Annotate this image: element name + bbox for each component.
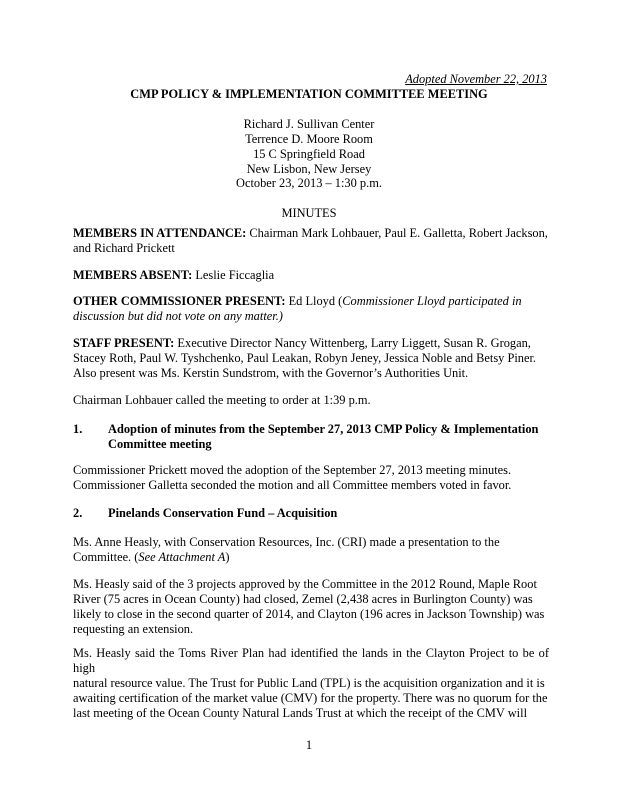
absent-label: MEMBERS ABSENT: — [73, 268, 193, 282]
s2-p3-line-4: last meeting of the Ocean County Natural Lands Trust at which the receipt of the CMV will — [73, 706, 528, 720]
section-1-para-line-1: Commissioner Prickett moved the adoption of the September 27, 2013 meeting minutes. — [73, 463, 512, 477]
s2-p3-line-2: natural resource value. The Trust for Public Land (TPL) is the acquisition organization and it is — [73, 676, 545, 690]
location-line-1: Richard J. Sullivan Center — [243, 117, 375, 131]
s2-p3-line-3: awaiting certification of the market value (CMV) for the property. There was no quorum for the — [73, 691, 548, 705]
s2-p2-line-3: likely to close in the second quarter of 2014, and Clayton (196 acres in Jackson Township) was — [73, 607, 545, 621]
section-2-paragraph-2 — [73, 577, 549, 637]
location-line-3: 15 C Springfield Road — [253, 147, 365, 161]
s2-p3-line-1: Ms. Heasly said the Toms River Plan had identified the lands in the Clayton Project to be of high — [73, 646, 549, 675]
section-2-paragraph-1 — [73, 535, 549, 565]
s2-p2-line-4: requesting an extension. — [73, 622, 194, 636]
section-1-para-line-2: Commissioner Galletta seconded the motion and all Committee members voted in favor. — [73, 478, 512, 492]
adopted-date: Adopted November 22, 2013 — [405, 72, 547, 86]
section-1-paragraph — [73, 463, 549, 493]
members-absent — [73, 268, 274, 283]
s2-p2-line-1: Ms. Heasly said of the 3 projects approved by the Committee in the 2012 Round, Maple Root — [73, 577, 537, 591]
s2-p1-line-2c: ) — [225, 550, 230, 564]
section-2-heading: Pinelands Conservation Fund – Acquisition — [108, 506, 338, 520]
absent-value: Leslie Ficcaglia — [192, 268, 275, 282]
members-attendance — [73, 226, 549, 256]
location-line-4: New Lisbon, New Jersey — [246, 162, 372, 176]
section-1-heading-line-1: Adoption of minutes from the September 27, 2013 CMP Policy & Implementation — [108, 422, 539, 436]
members-list-cont: and Richard Prickett — [73, 241, 175, 255]
other-note: Commissioner Lloyd participated in — [342, 294, 522, 308]
section-1-number: 1. — [73, 422, 83, 436]
section-1-heading — [108, 422, 548, 452]
staff-label: STAFF PRESENT: — [73, 336, 175, 350]
document-title: CMP POLICY & IMPLEMENTATION COMMITTEE MEETING — [130, 87, 488, 101]
other-name: Ed Lloyd ( — [285, 294, 343, 308]
attachment-reference: See Attachment A — [138, 550, 226, 564]
call-to-order: Chairman Lohbauer called the meeting to order at 1:39 p.m. — [73, 393, 371, 407]
other-commissioner — [73, 294, 549, 324]
staff-line-1: Executive Director Nancy Wittenberg, Larry Liggett, Susan R. Grogan, — [174, 336, 531, 350]
other-label: OTHER COMMISSIONER PRESENT: — [73, 294, 286, 308]
minutes-heading: MINUTES — [281, 206, 337, 220]
meeting-date: October 23, 2013 – 1:30 p.m. — [236, 176, 382, 190]
other-note-cont: discussion but did not vote on any matter.) — [73, 309, 283, 323]
page-number: 1 — [305, 738, 313, 752]
location-line-2: Terrence D. Moore Room — [245, 132, 373, 146]
section-2-number: 2. — [73, 506, 83, 520]
s2-p1-line-2a: Committee. ( — [73, 550, 139, 564]
s2-p1-line-1: Ms. Anne Heasly, with Conservation Resources, Inc. (CRI) made a presentation to the — [73, 535, 500, 549]
members-list: Chairman Mark Lohbauer, Paul E. Galletta, Robert Jackson, — [246, 226, 548, 240]
staff-line-3: Also present was Ms. Kerstin Sundstrom, with the Governor’s Authorities Unit. — [73, 366, 469, 380]
section-1-heading-line-2: Committee meeting — [108, 437, 212, 451]
section-2-paragraph-3 — [73, 646, 549, 721]
s2-p2-line-2: River (75 acres in Ocean County) had closed, Zemel (2,438 acres in Burlington County) was — [73, 592, 533, 606]
members-label: MEMBERS IN ATTENDANCE: — [73, 226, 247, 240]
staff-line-2: Stacey Roth, Paul W. Tyshchenko, Paul Leakan, Robyn Jeney, Jessica Noble and Betsy Piner. — [73, 351, 537, 365]
staff-present — [73, 336, 549, 381]
